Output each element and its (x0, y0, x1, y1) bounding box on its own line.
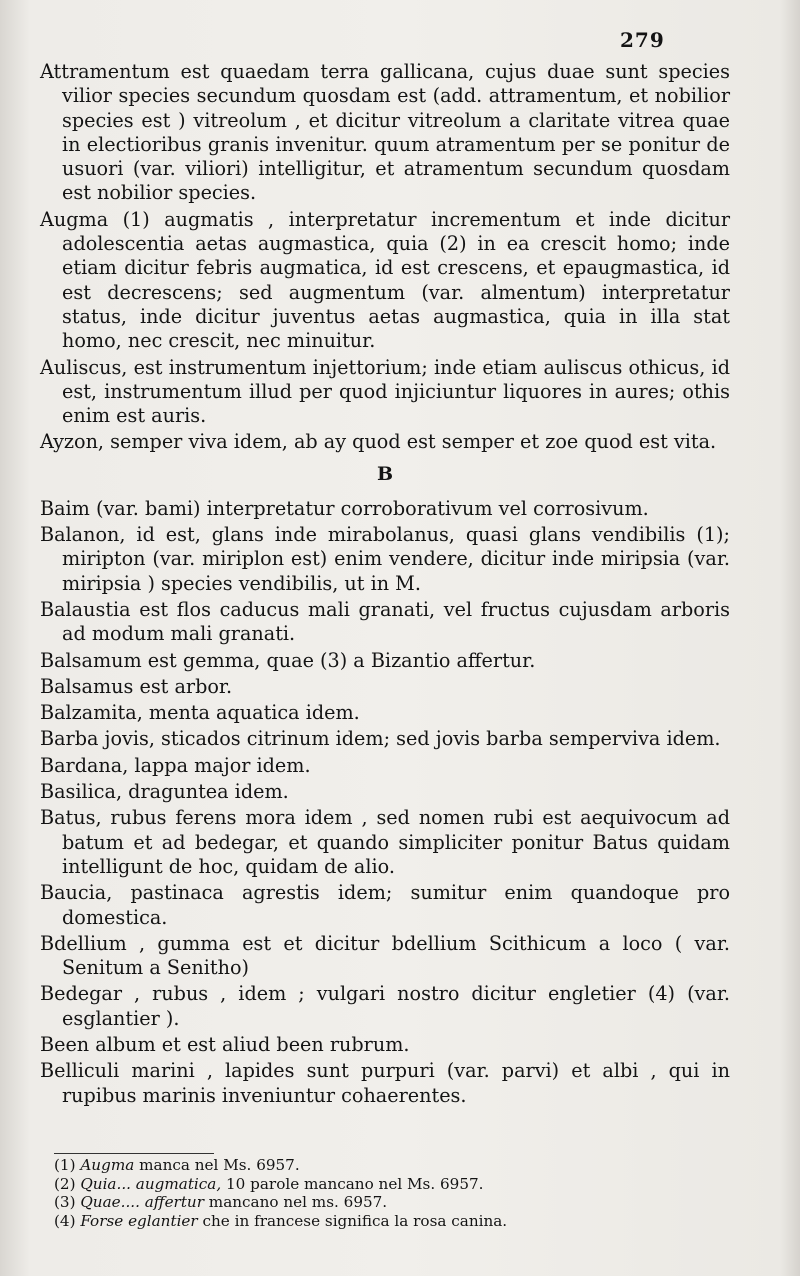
page-number: 279 (620, 28, 665, 52)
entry-barba-jovis: Barba jovis, sticados citrinum idem; sed jovis barba semperviva idem. (40, 727, 721, 751)
entry-bdellium: Bdellium , gumma est et dicitur bdellium Scithicum a loco ( var. Senitum a Senitho) (40, 931, 730, 980)
entry-bardana: Bardana, lappa major idem. (40, 753, 311, 777)
entry-auliscus: Auliscus, est instrumentum injettorium; inde etiam auliscus othicus, id est, instrumentum illud per quod injiciuntur liquores in aures; othis enim est auris. (40, 355, 730, 428)
entry-ayzon: Ayzon, semper viva idem, ab ay quod est semper et zoe quod est vita. (40, 430, 717, 454)
entry-augma: Augma (1) augmatis , interpretatur incrementum et inde dicitur adolescentia aetas augmastica, quia (2) in ea crescit homo; inde etiam dicitur febris augmatica, id est crescens, et epaugmastica, id est decrescens; sed augmentum (var. almentum) interpretatur status, inde dicitur juventus aetas augmastica, quia in illa stat homo, nec crescit, nec minuitur. (40, 207, 730, 353)
entry-belliculi: Belliculi marini , lapides sunt purpuri (var. parvi) et albi , qui in rupibus marinis inveniuntur cohaerentes. (40, 1059, 730, 1107)
entry-basilica: Basilica, draguntea idem. (40, 780, 289, 804)
footnote: (3) Quae.... affertur mancano nel ms. 6957. (54, 1193, 388, 1211)
entry-balanon: Balanon, id est, glans inde mirabolanus, quasi glans vendibilis (1); miripton (var. miriplon est) enim vendere, dicitur inde miripsia (var. miripsia ) species vendibilis, ut in M. (40, 523, 730, 595)
entry-batus: Batus, rubus ferens mora idem , sed nomen rubi est aequivocum ad batum et ad bedegar, et quando simpliciter ponitur Batus quidam intelligunt de hoc, quidam de alio. (40, 806, 730, 878)
entry-been: Been album et est aliud been rubrum. (40, 1032, 410, 1056)
footnote: (1) Augma manca nel Ms. 6957. (54, 1156, 300, 1174)
footnotes (54, 1156, 694, 1230)
entry-balzamita: Balzamita, menta aquatica idem. (40, 701, 360, 725)
entry-balaustia: Balaustia est flos caducus mali granati, vel fructus cujusdam arboris ad modum mali granati. (40, 597, 730, 646)
entry-attramentum: Attramentum est quaedam terra gallicana, cujus duae sunt species vilior species secundum quosdam est (add. attramentum, et nobilior species est ) vitreolum , et dicitur vitreolum a claritate vitrea quae in electioribus granis invenitur. quum atramentum per se ponitur de usuori (var. viliori) intelligitur, et atramentum secundum quosdam est nobilior species. (40, 60, 730, 205)
entry-bedegar: Bedegar , rubus , idem ; vulgari nostro dicitur engletier (4) (var. esglantier ). (40, 982, 730, 1030)
footnote: (4) Forse eglantier che in francese significa la rosa canina. (54, 1211, 508, 1230)
text-column (40, 60, 730, 1110)
entry-baucia: Baucia, pastinaca agrestis idem; sumitur enim quandoque pro domestica. (40, 881, 730, 929)
entry-balsamum: Balsamum est gemma, quae (3) a Bizantio affertur. (40, 648, 536, 672)
footnote: (2) Quia... augmatica, 10 parole mancano nel Ms. 6957. (54, 1174, 484, 1193)
entry-baim: Baim (var. bami) interpretatur corroborativum vel corrosivum. (40, 496, 649, 520)
section-letter: B (376, 462, 394, 485)
entry-balsamus: Balsamus est arbor. (40, 674, 233, 698)
